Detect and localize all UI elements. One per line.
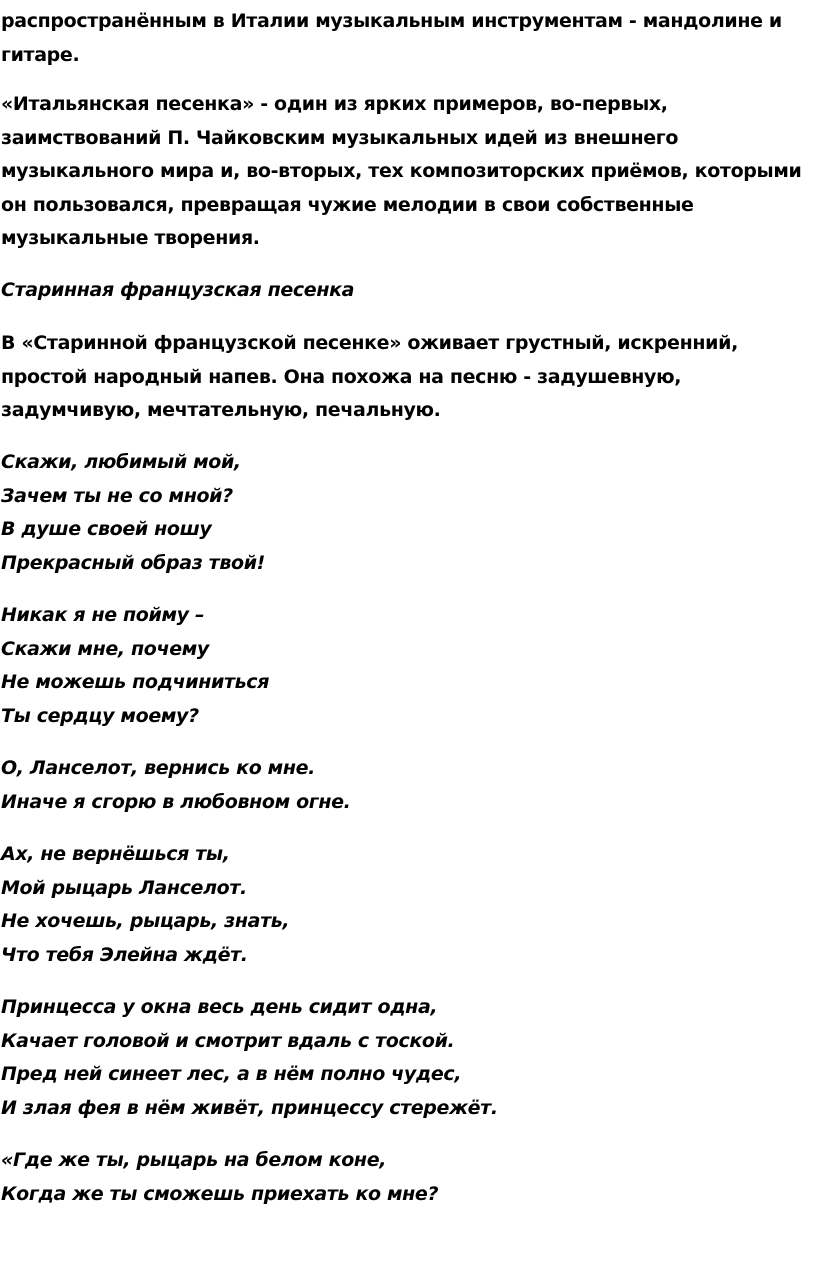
text-line: В «Старинной французской песенке» оживает грустный, искренний, xyxy=(1,332,738,354)
text-line: распространённым в Италии музыкальным инструментам - мандолине и xyxy=(1,10,782,32)
verse-line: В душе своей ношу xyxy=(1,518,212,540)
verse-line: Ты сердцу моему? xyxy=(1,704,199,727)
verse-line: Пред ней синеет лес, а в нём полно чудес, xyxy=(1,1063,462,1085)
verse-line: Скажи, любимый мой, xyxy=(1,451,241,473)
verse-3 xyxy=(1,752,813,819)
paragraph-french-song xyxy=(1,327,813,428)
verse-line: Мой рыцарь Ланселот. xyxy=(1,876,247,899)
text-line: «Итальянская песенка» - один из ярких примеров, во-первых, xyxy=(1,93,668,115)
text-line: задумчивую, мечтательную, печальную. xyxy=(1,399,441,421)
verse-2 xyxy=(1,599,813,733)
verse-line: И злая фея в нём живёт, принцессу стережёт. xyxy=(1,1096,498,1119)
text-line: заимствований П. Чайковским музыкальных идей из внешнего xyxy=(1,126,679,149)
verse-line: Прекрасный образ твой! xyxy=(1,551,265,574)
verse-line: Не можешь подчиниться xyxy=(1,671,270,693)
verse-5 xyxy=(1,991,813,1125)
verse-4 xyxy=(1,838,813,972)
verse-line: Качает головой и смотрит вдаль с тоской. xyxy=(1,1029,455,1052)
verse-line: Не хочешь, рыцарь, знать, xyxy=(1,910,290,932)
verse-line: Что тебя Элейна ждёт. xyxy=(1,943,248,966)
paragraph-italian-song xyxy=(1,88,813,256)
verse-line: Принцесса у окна весь день сидит одна, xyxy=(1,996,438,1018)
section-heading-french-song xyxy=(1,274,813,308)
text-line: простой народный напев. Она похожа на песню - задушевную, xyxy=(1,365,682,388)
text-line: музыкальные творения. xyxy=(1,227,260,249)
verse-line: Скажи мне, почему xyxy=(1,637,209,660)
verse-1 xyxy=(1,446,813,580)
verse-6 xyxy=(1,1144,813,1211)
section-heading: Старинная французская песенка xyxy=(1,279,355,301)
text-line: музыкального мира и, во-вторых, тех композиторских приёмов, которыми xyxy=(1,160,802,182)
verse-line: Зачем ты не со мной? xyxy=(1,484,233,507)
verse-line: Когда же ты сможешь приехать ко мне? xyxy=(1,1182,439,1205)
text-line: гитаре. xyxy=(1,43,80,66)
text-line: он пользовался, превращая чужие мелодии в свои собственные xyxy=(1,193,694,216)
verse-line: Никак я не пойму – xyxy=(1,604,205,626)
verse-line: Иначе я сгорю в любовном огне. xyxy=(1,790,351,813)
verse-line: О, Ланселот, вернись ко мне. xyxy=(1,757,316,779)
verse-line: Ах, не вернёшься ты, xyxy=(1,843,230,865)
verse-line: «Где же ты, рыцарь на белом коне, xyxy=(1,1149,387,1171)
paragraph-instruments xyxy=(1,5,813,72)
